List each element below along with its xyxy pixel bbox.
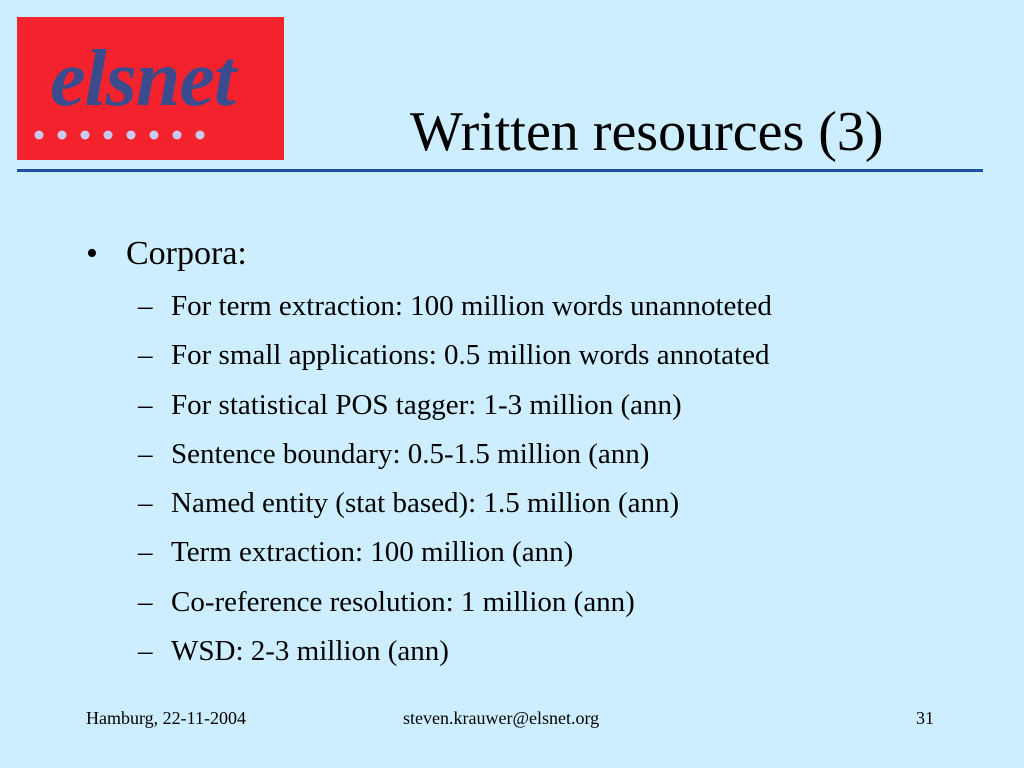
dash-marker: – (138, 536, 153, 569)
dash-marker: – (138, 635, 153, 668)
title-underline (17, 169, 983, 172)
bullet-text: Corpora: (126, 235, 247, 272)
dash-marker: – (138, 388, 153, 421)
slide-title: Written resources (3) (410, 101, 884, 163)
dash-marker: – (138, 339, 153, 372)
sub-bullet-text: Sentence boundary: 0.5-1.5 million (ann) (171, 437, 650, 470)
dash-marker: – (138, 290, 153, 322)
logo-dots-decoration (33, 127, 213, 143)
footer-page-number: 31 (916, 708, 934, 728)
footer-location-date: Hamburg, 22-11-2004 (86, 708, 246, 728)
footer-email: steven.krauwer@elsnet.org (403, 708, 600, 728)
sub-bullet-text: Named entity (stat based): 1.5 million (ann) (171, 487, 680, 520)
bullet-marker: • (86, 235, 98, 272)
sub-bullet-text: Co-reference resolution: 1 million (ann) (171, 585, 635, 618)
slide-footer (0, 706, 1024, 730)
dash-marker: – (138, 437, 153, 470)
dash-marker: – (138, 487, 153, 520)
logo-wordmark: elsnet (50, 35, 236, 123)
dash-marker: – (138, 585, 153, 618)
sub-bullet-text: For small applications: 0.5 million words annotated (171, 339, 770, 372)
sub-bullet-text: WSD: 2-3 million (ann) (171, 635, 449, 668)
elsnet-logo (17, 17, 284, 160)
sub-bullet-text: For statistical POS tagger: 1-3 million (ann) (171, 388, 682, 421)
sub-bullet-text: Term extraction: 100 million (ann) (171, 536, 574, 569)
sub-bullet-text: For term extraction: 100 million words unannoteted (171, 290, 772, 322)
